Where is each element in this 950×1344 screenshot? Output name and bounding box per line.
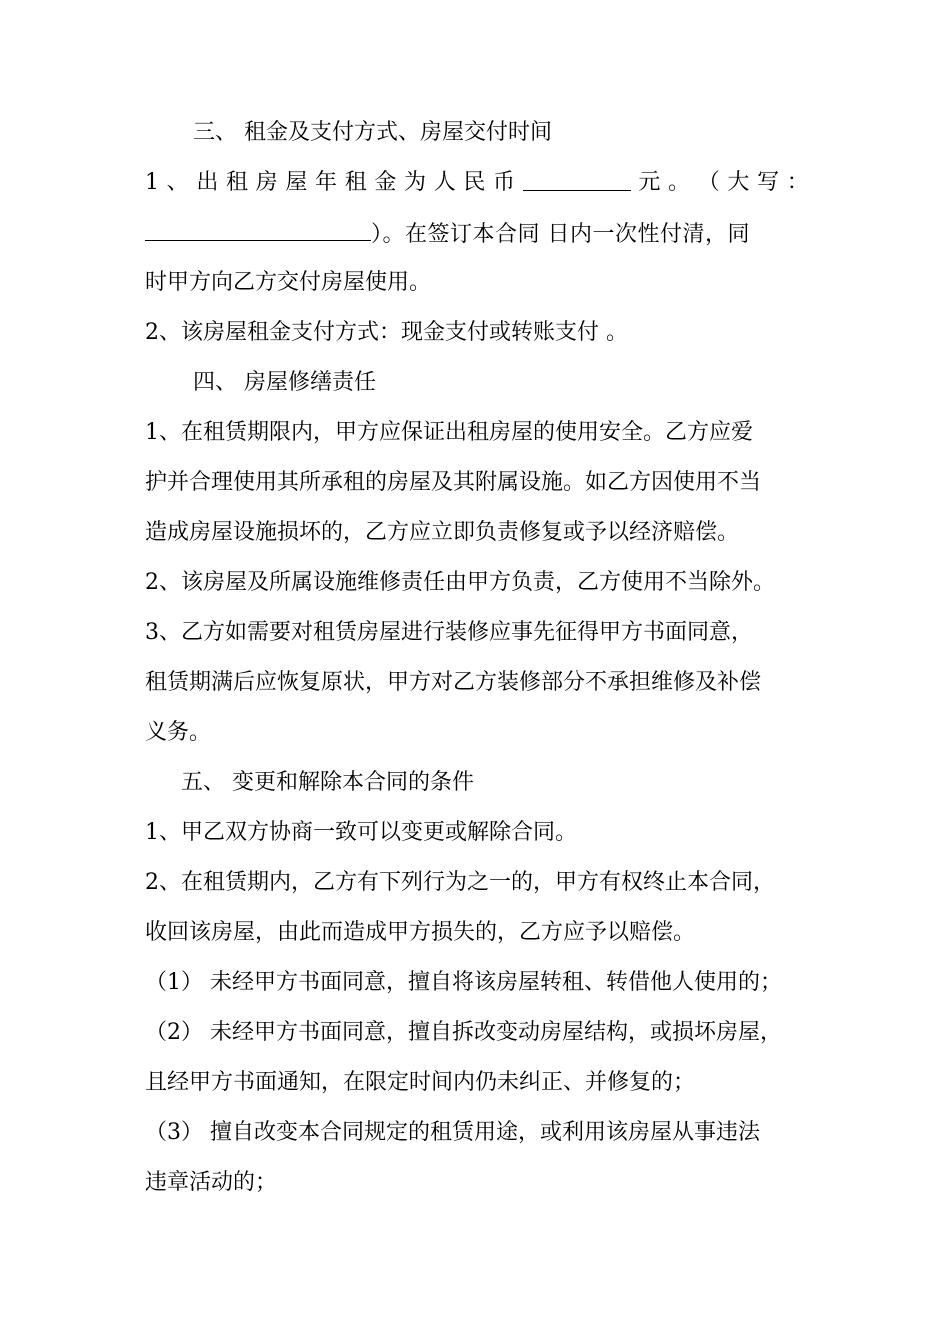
section-4-item-1-line-1: 1、在租赁期限内，甲方应保证出租房屋的使用安全。乙方应爱 <box>145 420 753 445</box>
spaced-char: 、 <box>166 170 189 195</box>
spaced-char: 年 <box>315 170 338 195</box>
spaced-char: 1 <box>145 170 159 195</box>
spaced-char: 出 <box>196 170 219 195</box>
spaced-char: 为 <box>404 170 427 195</box>
rent-amount-uppercase-blank <box>145 218 371 241</box>
spaced-char: 屋 <box>285 170 308 195</box>
section-5-item-1: 1、甲乙双方协商一致可以变更或解除合同。 <box>145 820 577 845</box>
section-3-item-1-line-2 <box>145 218 809 250</box>
section-5-sub-3-line-1: （3） 擅自改变本合同规定的租赁用途，或利用该房屋从事违法 <box>145 1120 760 1145</box>
section-3-item-2: 2、该房屋租金支付方式：现金支付或转账支付 。 <box>145 320 628 345</box>
spaced-char: 租 <box>226 170 249 195</box>
section-4-item-3-line-1: 3、乙方如需要对租赁房屋进行装修应事先征得甲方书面同意， <box>145 620 753 645</box>
spaced-char: 写 <box>757 170 780 195</box>
spaced-char: 租 <box>344 170 367 195</box>
section-4-item-1-line-2: 护并合理使用其所承租的房屋及其附属设施。如乙方因使用不当 <box>145 470 762 495</box>
section-4-item-3-line-2: 租赁期满后应恢复原状，甲方对乙方装修部分不承担维修及补偿 <box>145 670 762 695</box>
spaced-char: ： <box>786 170 809 195</box>
spaced-char: 人 <box>433 170 456 195</box>
spaced-char: 。 <box>668 170 691 195</box>
payment-deadline-text: ）。在签订本合同 日内一次性付清，同 <box>371 222 750 247</box>
spaced-char: 元 <box>638 170 661 195</box>
section-3-item-1-line-1 <box>145 168 809 198</box>
section-4-heading: 四、 房屋修缮责任 <box>193 370 376 395</box>
section-3-heading: 三、 租金及支付方式、房屋交付时间 <box>193 120 552 145</box>
spaced-char: 房 <box>255 170 278 195</box>
section-5-sub-2-line-1: （2） 未经甲方书面同意，擅自拆改变动房屋结构，或损坏房屋， <box>145 1020 782 1045</box>
section-5-sub-2-line-2: 且经甲方书面通知，在限定时间内仍未纠正、并修复的； <box>145 1070 696 1095</box>
section-4-item-3-line-3: 义务。 <box>145 720 212 745</box>
spaced-char: （ <box>697 170 720 195</box>
section-4-item-2: 2、该房屋及所属设施维修责任由甲方负责，乙方使用不当除外。 <box>145 570 775 595</box>
section-5-sub-3-line-2: 违章活动的； <box>145 1170 278 1195</box>
section-4-item-1-line-3: 造成房屋设施损坏的，乙方应立即负责修复或予以经济赔偿。 <box>145 520 740 545</box>
spaced-char: 大 <box>727 170 750 195</box>
section-5-heading: 五、 变更和解除本合同的条件 <box>181 770 474 795</box>
spaced-char: 民 <box>463 170 486 195</box>
spaced-char: 币 <box>493 170 516 195</box>
section-5-item-2-line-1: 2、在租赁期内，乙方有下列行为之一的，甲方有权终止本合同， <box>145 870 775 895</box>
section-3-item-1-line-3: 时甲方向乙方交付房屋使用。 <box>145 270 432 295</box>
spaced-char: 金 <box>374 170 397 195</box>
section-5-sub-1: （1） 未经甲方书面同意，擅自将该房屋转租、转借他人使用的； <box>145 970 782 995</box>
section-5-item-2-line-2: 收回该房屋，由此而造成甲方损失的，乙方应予以赔偿。 <box>145 920 696 945</box>
rent-amount-blank <box>523 168 631 191</box>
rent-amount-line <box>145 168 809 198</box>
